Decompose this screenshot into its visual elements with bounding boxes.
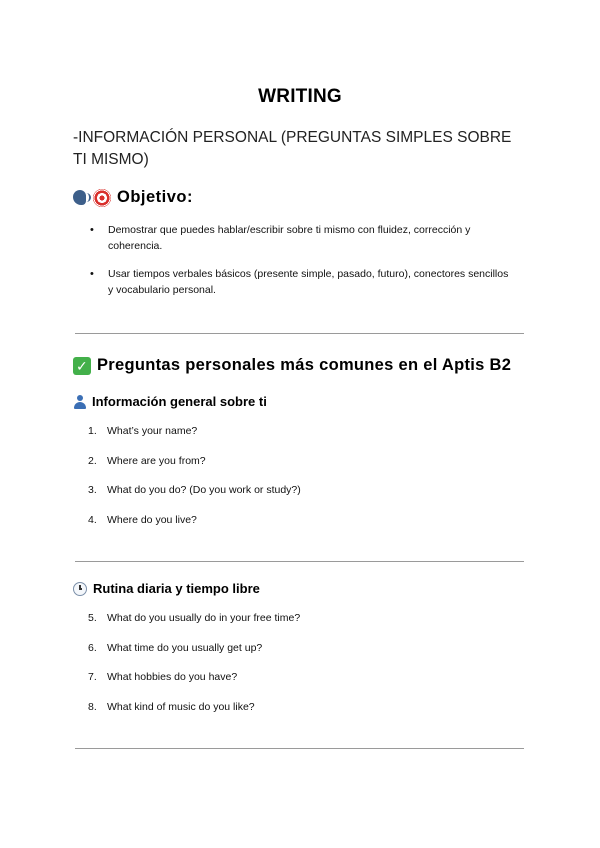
list-item	[90, 222, 510, 254]
question-text: What do you do? (Do you work or study?)	[107, 484, 301, 496]
list-item	[88, 700, 508, 730]
list-item	[88, 670, 508, 700]
list-number: 1.	[88, 425, 97, 437]
list-number: 6.	[88, 641, 97, 654]
bullet-text: Demostrar que puedes hablar/escribir sobre ti mismo con fluidez, corrección y coherencia.	[108, 224, 471, 252]
bullet-icon: •	[90, 268, 94, 280]
question-list-general	[88, 424, 508, 542]
list-item	[90, 266, 510, 298]
preguntas-heading	[73, 356, 511, 375]
list-item	[88, 483, 508, 513]
bullet-icon: •	[90, 224, 94, 236]
objetivo-bullet-list	[90, 222, 510, 310]
question-text: Where do you live?	[107, 513, 197, 526]
question-list-rutina	[88, 611, 508, 729]
question-text: What’s your name?	[107, 425, 198, 437]
list-number: 2.	[88, 454, 97, 467]
list-item	[88, 513, 508, 543]
target-icon	[93, 189, 111, 207]
list-item	[88, 641, 508, 671]
person-icon	[73, 395, 87, 409]
check-mark-icon: ✓	[73, 357, 91, 375]
section-heading-rutina	[73, 581, 260, 596]
section-heading-text: Rutina diaria y tiempo libre	[93, 581, 260, 596]
list-number: 8.	[88, 700, 97, 713]
question-text: What do you usually do in your free time?	[107, 612, 301, 624]
section-heading-general	[73, 394, 267, 409]
divider	[75, 561, 524, 562]
list-item	[88, 454, 508, 484]
document-subtitle: -INFORMACIÓN PERSONAL (PREGUNTAS SIMPLES SOBRE TI MISMO)	[73, 129, 512, 168]
list-number: 5.	[88, 612, 97, 624]
section-heading-text: Información general sobre ti	[92, 394, 267, 409]
list-number: 7.	[88, 671, 97, 683]
question-text: What hobbies do you have?	[107, 671, 238, 683]
document-title: WRITING	[258, 86, 342, 107]
speaking-head-icon	[73, 189, 90, 206]
clock-icon	[73, 582, 87, 596]
preguntas-heading-text: Preguntas personales más comunes en el Aptis B2	[97, 356, 512, 374]
divider	[75, 333, 524, 334]
question-text: Where are you from?	[107, 454, 206, 467]
objetivo-heading	[73, 188, 193, 207]
list-item	[88, 611, 508, 641]
question-text: What kind of music do you like?	[107, 700, 255, 713]
list-number: 3.	[88, 484, 97, 496]
divider	[75, 748, 524, 749]
list-item	[88, 424, 508, 454]
objetivo-heading-text: Objetivo:	[117, 188, 194, 206]
bullet-text: Usar tiempos verbales básicos (presente simple, pasado, futuro), conectores sencillos y vocabulario personal.	[108, 268, 509, 296]
list-number: 4.	[88, 513, 97, 526]
question-text: What time do you usually get up?	[107, 641, 263, 654]
